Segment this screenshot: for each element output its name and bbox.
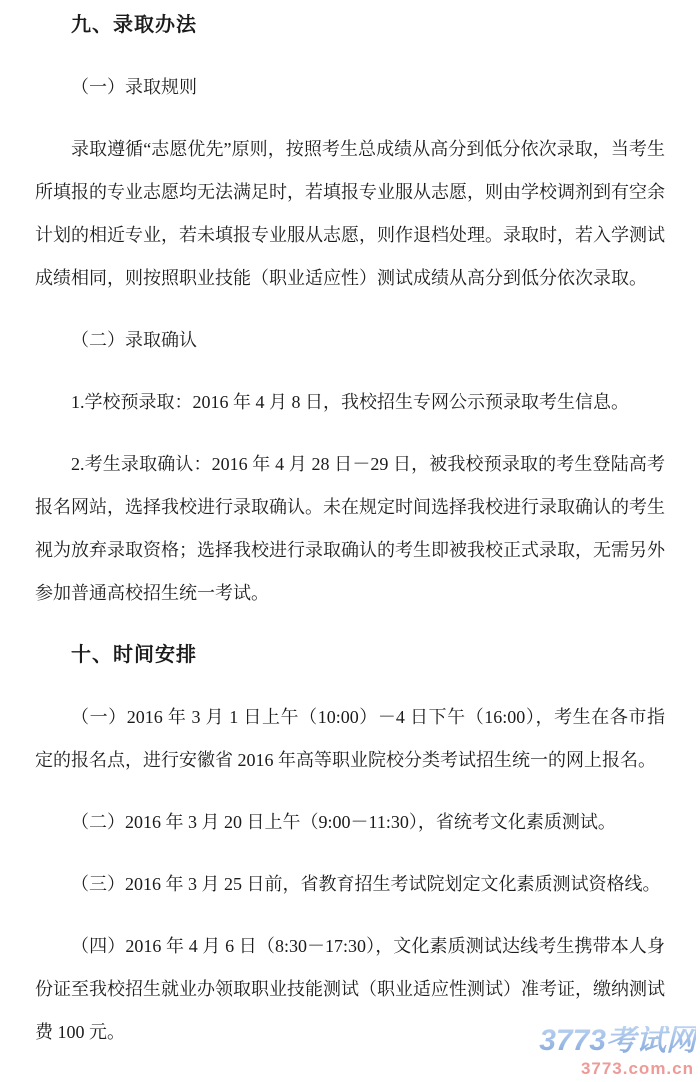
section-heading-admission-method: 九、录取办法 — [71, 14, 197, 36]
paragraph-schedule-qualification-line: （三）2016 年 3 月 25 日前，省教育招生考试院划定文化素质测试资格线。 — [71, 874, 661, 894]
watermark-site-domain: 3773.com.cn — [580, 1059, 694, 1078]
section-heading-schedule: 十、时间安排 — [71, 644, 197, 666]
subheading-admission-confirmation: （二）录取确认 — [71, 330, 197, 350]
paragraph-pre-admission: 1.学校预录取：2016 年 4 月 8 日，我校招生专网公示预录取考生信息。 — [71, 392, 629, 412]
subheading-admission-rules: （一）录取规则 — [71, 77, 197, 97]
paragraph-candidate-confirmation: 2.考生录取确认：2016 年 4 月 28 日－29 日，被我校预录取的考生登陆高考报名网站，选择我校进行录取确认。未在规定时间选择我校进行录取确认的考生视为放弃录取资格；选择我校进行录取确认的考生即被我校正式录取，无需另外参加普通高校招生统一考试。 — [35, 454, 665, 603]
paragraph-schedule-skill-test-ticket: （四）2016 年 4 月 6 日（8:30－17:30），文化素质测试达线考生携带本人身份证至我校招生就业办领取职业技能测试（职业适应性测试）准考证，缴纳测试费 100 元。 — [35, 936, 665, 1042]
paragraph-schedule-registration: （一）2016 年 3 月 1 日上午（10:00）－4 日下午（16:00），考生在各市指定的报名点，进行安徽省 2016 年高等职业院校分类考试招生统一的网上报名。 — [35, 707, 665, 770]
paragraph-admission-rules-body: 录取遵循“志愿优先”原则，按照考生总成绩从高分到低分依次录取，当考生所填报的专业志愿均无法满足时，若填报专业服从志愿，则由学校调剂到有空余计划的相近专业，若未填报专业服从志愿，则作退档处理。录取时，若入学测试成绩相同，则按照职业技能（职业适应性）测试成绩从高分到低分依次录取。 — [35, 139, 665, 288]
watermark-site-logo: 3773考试网 — [539, 1024, 696, 1057]
paragraph-schedule-culture-test: （二）2016 年 3 月 20 日上午（9:00－11:30），省统考文化素质测试。 — [71, 812, 616, 832]
